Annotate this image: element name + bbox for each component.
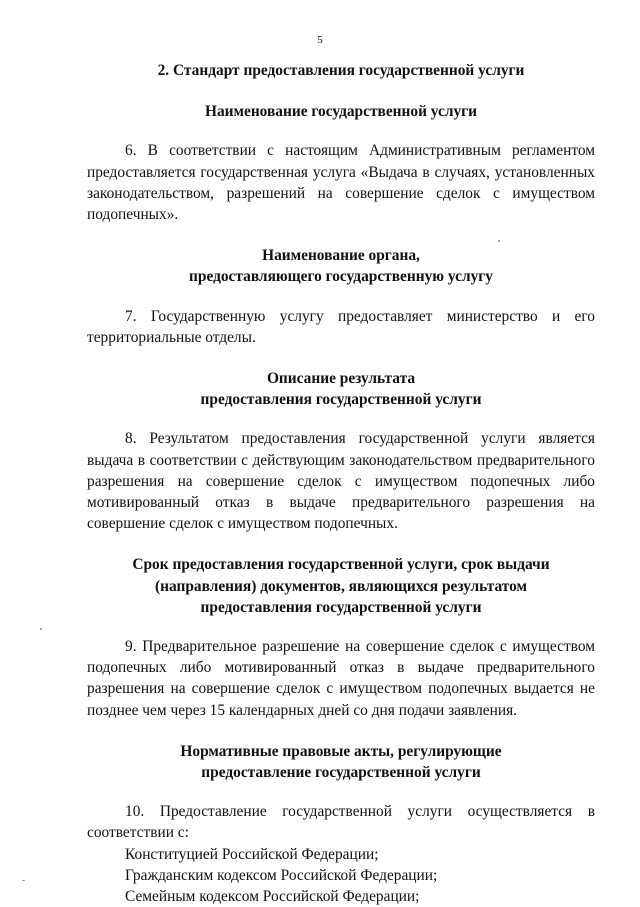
paragraph-9: 9. Предварительное разрешение на совершение сделок с имуществом подопечных либо мотивированный отказ в выдаче предварительного разрешения на совершение сделок с имуществом подопечных выдается не позднее чем через 15 календарных дней со дня подачи заявления. [87, 638, 595, 719]
document-body [87, 60, 595, 907]
block-service-name [87, 101, 595, 225]
block-authority-name [87, 245, 595, 348]
section-title: 2. Стандарт предоставления государственной услуги [157, 62, 525, 79]
subheading-line: предоставления государственной услуги [200, 391, 482, 409]
subheading-line: (направления) документов, являющихся результатом [154, 577, 527, 595]
subheading-line: Срок предоставления государственной услуги, срок выдачи [132, 556, 550, 574]
paragraph-10: 10. Предоставление государственной услуги осуществляется в соответствии с: [87, 803, 595, 842]
list-item: Семейным кодексом Российской Федерации; [125, 888, 420, 906]
paragraph-7: 7. Государственную услугу предоставляет министерство и его территориальные отделы. [87, 307, 595, 346]
subheading-line: предоставляющего государственную услугу [189, 268, 493, 286]
subheading [87, 368, 595, 410]
paragraph-6: 6. В соответствии с настоящим Административным регламентом предоставляется государственная услуга «Выдача в случаях, установленных законодательством, разрешений на совершение сделок с имуществом подопечных». [87, 142, 595, 224]
subheading-line: Описание результата [266, 370, 416, 388]
subheading [87, 741, 595, 783]
subheading-line: Наименование государственной услуги [204, 103, 478, 121]
scan-speck [22, 880, 25, 881]
subheading [87, 101, 595, 122]
paragraph-8: 8. Результатом предоставления государственной услуги является выдача в соответствии с действующим законодательством предварительного разрешения на совершение сделок с имуществом подопечных либо мотивированный отказ в выдаче предварительного разрешения на совершение сделок с имуществом подопечных. [87, 430, 595, 533]
subheading-line: предоставление государственной услуги [201, 764, 481, 782]
subheading-line: Наименование органа, [262, 247, 420, 265]
subheading [87, 554, 595, 618]
subheading [87, 245, 595, 287]
block-deadline [87, 554, 595, 720]
scan-speck [498, 240, 500, 242]
scan-speck [40, 628, 42, 630]
subheading-line: предоставления государственной услуги [200, 598, 482, 616]
list-item: Конституцией Российской Федерации; [125, 845, 379, 863]
page-number: 5 [317, 34, 323, 46]
list-item: Гражданским кодексом Российской Федерации; [125, 866, 438, 884]
block-legal-acts [87, 741, 595, 907]
subheading-line: Нормативные правовые акты, регулирующие [180, 742, 502, 760]
block-result-description [87, 368, 595, 534]
